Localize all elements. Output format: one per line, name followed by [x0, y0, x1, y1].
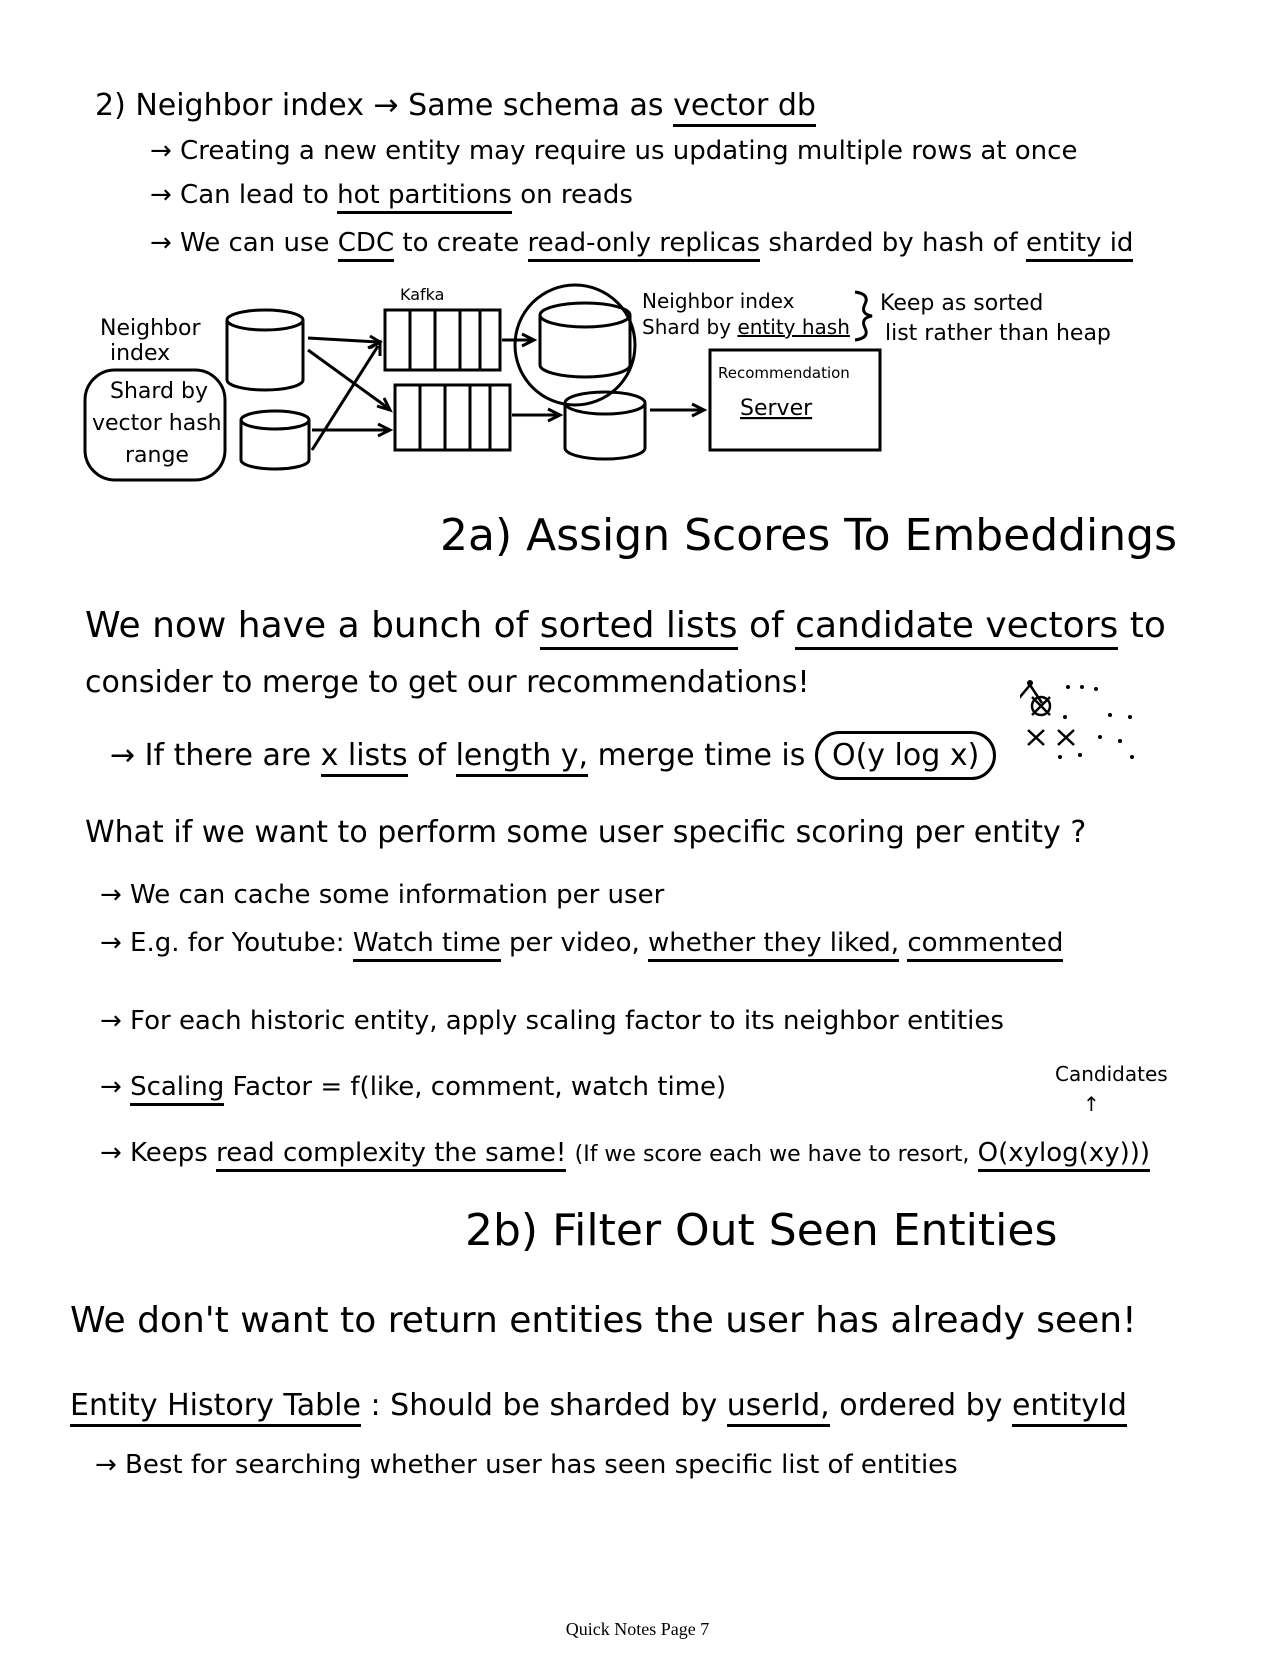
- kafka-label: Kafka: [400, 285, 445, 304]
- left-label-neighbor: Neighbor: [100, 316, 201, 341]
- read-complexity-text: read complexity the same!: [216, 1138, 566, 1172]
- text: per video,: [509, 928, 640, 958]
- bullet-youtube-example: [100, 928, 1063, 958]
- vector-db-text: vector db: [673, 88, 816, 127]
- text: sharded by hash of: [768, 228, 1018, 258]
- server-label-line1: Recommendation: [718, 364, 850, 382]
- complexity-circled-text: O(y log x): [815, 731, 996, 780]
- text: on reads: [520, 180, 633, 210]
- watch-time-text: Watch time: [353, 928, 501, 962]
- para-merge-time: [110, 738, 996, 773]
- bullet-scaling-factor-apply: → For each historic entity, apply scaling factor to its neighbor entities: [100, 1006, 1004, 1036]
- entity-history-table-text: Entity History Table: [70, 1388, 361, 1427]
- text: We now have a bunch of: [85, 605, 529, 646]
- cdc-text: CDC: [338, 228, 394, 262]
- heap-sketch: [1020, 675, 1160, 770]
- para-sorted-lists: [85, 605, 1166, 646]
- resort-complexity-text: O(xylog(xy))): [978, 1138, 1150, 1172]
- commented-text: commented: [907, 928, 1063, 962]
- section-2a-heading: 2a) Assign Scores To Embeddings: [440, 510, 1178, 561]
- right-note-line2: list rather than heap: [885, 321, 1111, 346]
- right-label-line2: [642, 315, 850, 339]
- question-scoring: What if we want to perform some user specific scoring per entity ?: [85, 815, 1087, 850]
- text: ordered by: [839, 1388, 1003, 1423]
- text: of: [749, 605, 784, 646]
- candidate-vectors-text: candidate vectors: [795, 605, 1118, 650]
- text: → E.g. for Youtube:: [100, 928, 345, 958]
- sorted-lists-text: sorted lists: [540, 605, 738, 650]
- section-2-heading: [95, 88, 816, 123]
- para-seen-entities: We don't want to return entities the user has already seen!: [70, 1300, 1137, 1341]
- text: merge time is: [597, 738, 806, 773]
- kafka-queue-top: [385, 310, 500, 370]
- text: of: [417, 738, 447, 773]
- right-label-line1: Neighbor index: [642, 289, 795, 313]
- left-note-line3: range: [125, 443, 189, 468]
- hot-partitions-text: hot partitions: [337, 180, 512, 214]
- bullet-cdc: [150, 228, 1133, 258]
- para-entity-history-table: [70, 1388, 1127, 1423]
- heading-text: 2) Neighbor index → Same schema as: [95, 88, 664, 123]
- whether-liked-text: whether they liked,: [648, 928, 899, 962]
- left-db-top: [227, 310, 303, 390]
- text: : Should be sharded by: [370, 1388, 718, 1423]
- section-2b-heading: 2b) Filter Out Seen Entities: [465, 1205, 1058, 1256]
- server-label-line2: Server: [740, 396, 813, 421]
- entityid-text: entityId: [1012, 1388, 1127, 1427]
- scaling-text: Scaling: [130, 1072, 224, 1106]
- para-consider-merge: consider to merge to get our recommendations!: [85, 665, 810, 700]
- x-lists-text: x lists: [321, 738, 408, 777]
- right-db-top: [540, 303, 630, 377]
- text: (If we score each we have to resort,: [574, 1142, 970, 1167]
- bullet-hot-partitions: [150, 180, 633, 210]
- bullet-creating-entity: → Creating a new entity may require us updating multiple rows at once: [150, 136, 1078, 166]
- page-footer: Quick Notes Page 7: [565, 1619, 710, 1639]
- entity-id-text: entity id: [1026, 228, 1133, 262]
- userid-text: userId,: [727, 1388, 830, 1427]
- text: → We can use: [150, 228, 330, 258]
- candidates-label: Candidates: [1055, 1062, 1168, 1086]
- left-note-line2: vector hash: [92, 411, 222, 436]
- architecture-diagram: [70, 280, 1170, 490]
- text: Factor = f(like, comment, watch time): [232, 1072, 727, 1102]
- read-only-replicas-text: read-only replicas: [528, 228, 761, 262]
- kafka-queue-bottom: [395, 385, 510, 450]
- right-db-bottom: [565, 392, 645, 459]
- left-label-index: index: [110, 341, 171, 366]
- length-y-text: length y,: [456, 738, 588, 777]
- bullet-scaling-formula: [100, 1072, 726, 1102]
- candidates-arrow: ↑: [1083, 1092, 1100, 1116]
- bullet-best-for-searching: → Best for searching whether user has seen specific list of entities: [95, 1450, 958, 1480]
- text: Shard by: [642, 315, 732, 339]
- right-note-line1: Keep as sorted: [880, 291, 1044, 316]
- brace: [855, 292, 872, 340]
- text: →: [100, 1072, 122, 1102]
- text: to: [1129, 605, 1166, 646]
- text: → If there are: [110, 738, 312, 773]
- left-note-line1: Shard by: [110, 379, 208, 404]
- text: → Keeps: [100, 1138, 208, 1168]
- text: to create: [402, 228, 520, 258]
- arrows-db-to-kafka: [308, 336, 390, 450]
- bullet-read-complexity: [100, 1138, 1150, 1168]
- left-db-bottom: [241, 411, 309, 469]
- entity-hash-text: entity hash: [737, 315, 850, 339]
- arrow-db-to-server: [650, 404, 704, 416]
- bullet-cache: → We can cache some information per user: [100, 880, 665, 910]
- text: → Can lead to: [150, 180, 329, 210]
